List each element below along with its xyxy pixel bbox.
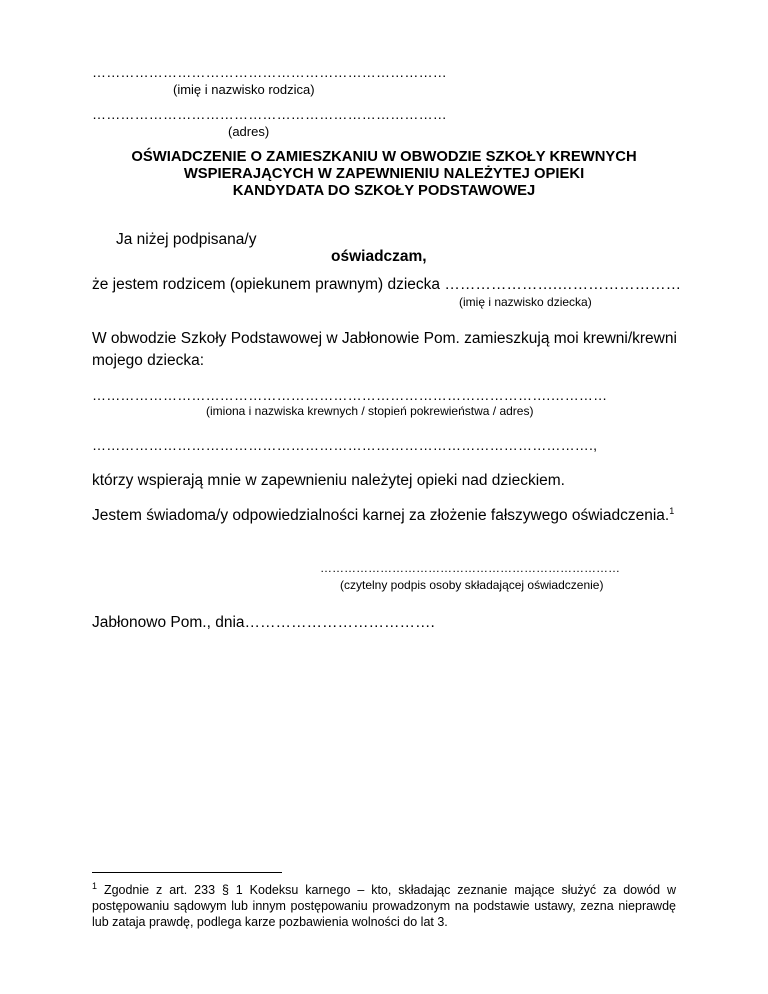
- title-line-3: KANDYDATA DO SZKOŁY PODSTAWOWEJ: [232, 183, 536, 199]
- declaration-declare: oświadczam,: [331, 248, 427, 265]
- place-date-line: [92, 614, 435, 632]
- footnote-number: 1: [92, 880, 98, 891]
- footnote-text: Zgodnie z art. 233 § 1 Kodeksu karnego – kto, składając zeznanie mające służyć za dowód w postępowaniu sądowym lub innym postępowaniu prowadzonym na podstawie ustawy, zezna nieprawdę lub zataja prawdę, podlega karze pozbawienia wolności do lat 3.: [92, 883, 676, 929]
- signature-caption: (czytelny podpis osoby składającej oświadczenie): [340, 578, 604, 592]
- child-line-text: że jestem rodzicem (opiekunem prawnym) dziecka: [92, 276, 441, 293]
- district-paragraph: W obwodzie Szkoły Podstawowej w Jabłonowie Pom. zamieszkują moi krewni/krewni mojego dziecka:: [92, 330, 677, 369]
- title-line-1: OŚWIADCZENIE O ZAMIESZKANIU W OBWODZIE SZKOŁY KREWNYCH: [131, 149, 637, 165]
- place-date-text: Jabłonowo Pom., dnia: [92, 614, 245, 631]
- child-name-caption: (imię i nazwisko dziecka): [459, 295, 592, 309]
- date-dots[interactable]: ……………………………….: [244, 614, 435, 631]
- signature-dots[interactable]: …………………………………………………………………: [320, 561, 620, 575]
- declaration-intro: Ja niżej podpisana/y: [116, 231, 257, 248]
- awareness-text: Jestem świadoma/y odpowiedzialności karnej za złożenie fałszywego oświadczenia.: [92, 507, 670, 524]
- relatives-dots-2[interactable]: …………………………………………………………………………………………….,: [92, 437, 598, 453]
- support-sentence: którzy wspierają mnie w zapewnieniu należytej opieki nad dzieckiem.: [92, 472, 565, 489]
- footnote-separator: [92, 872, 282, 873]
- parent-name-dots[interactable]: …………………………………………………………………: [92, 64, 447, 80]
- document-title: [60, 149, 708, 200]
- footnote-marker[interactable]: 1: [669, 505, 675, 516]
- footnote: [92, 882, 676, 930]
- parent-name-caption: (imię i nazwisko rodzica): [173, 82, 315, 97]
- title-line-2: WSPIERAJĄCYCH W ZAPEWNIENIU NALEŻYTEJ OPIEKI: [183, 166, 585, 182]
- relatives-caption: (imiona i nazwiska krewnych / stopień pokrewieństwa / adres): [206, 404, 534, 418]
- relatives-dots-1[interactable]: …………………………………………………………………………………….…………: [92, 387, 608, 403]
- address-caption: (adres): [228, 124, 270, 139]
- address-dots[interactable]: …………………………………………………………………: [92, 106, 447, 122]
- child-line: [92, 276, 681, 294]
- child-name-dots[interactable]: ………………….……………………: [444, 276, 682, 293]
- awareness-sentence: [92, 507, 674, 525]
